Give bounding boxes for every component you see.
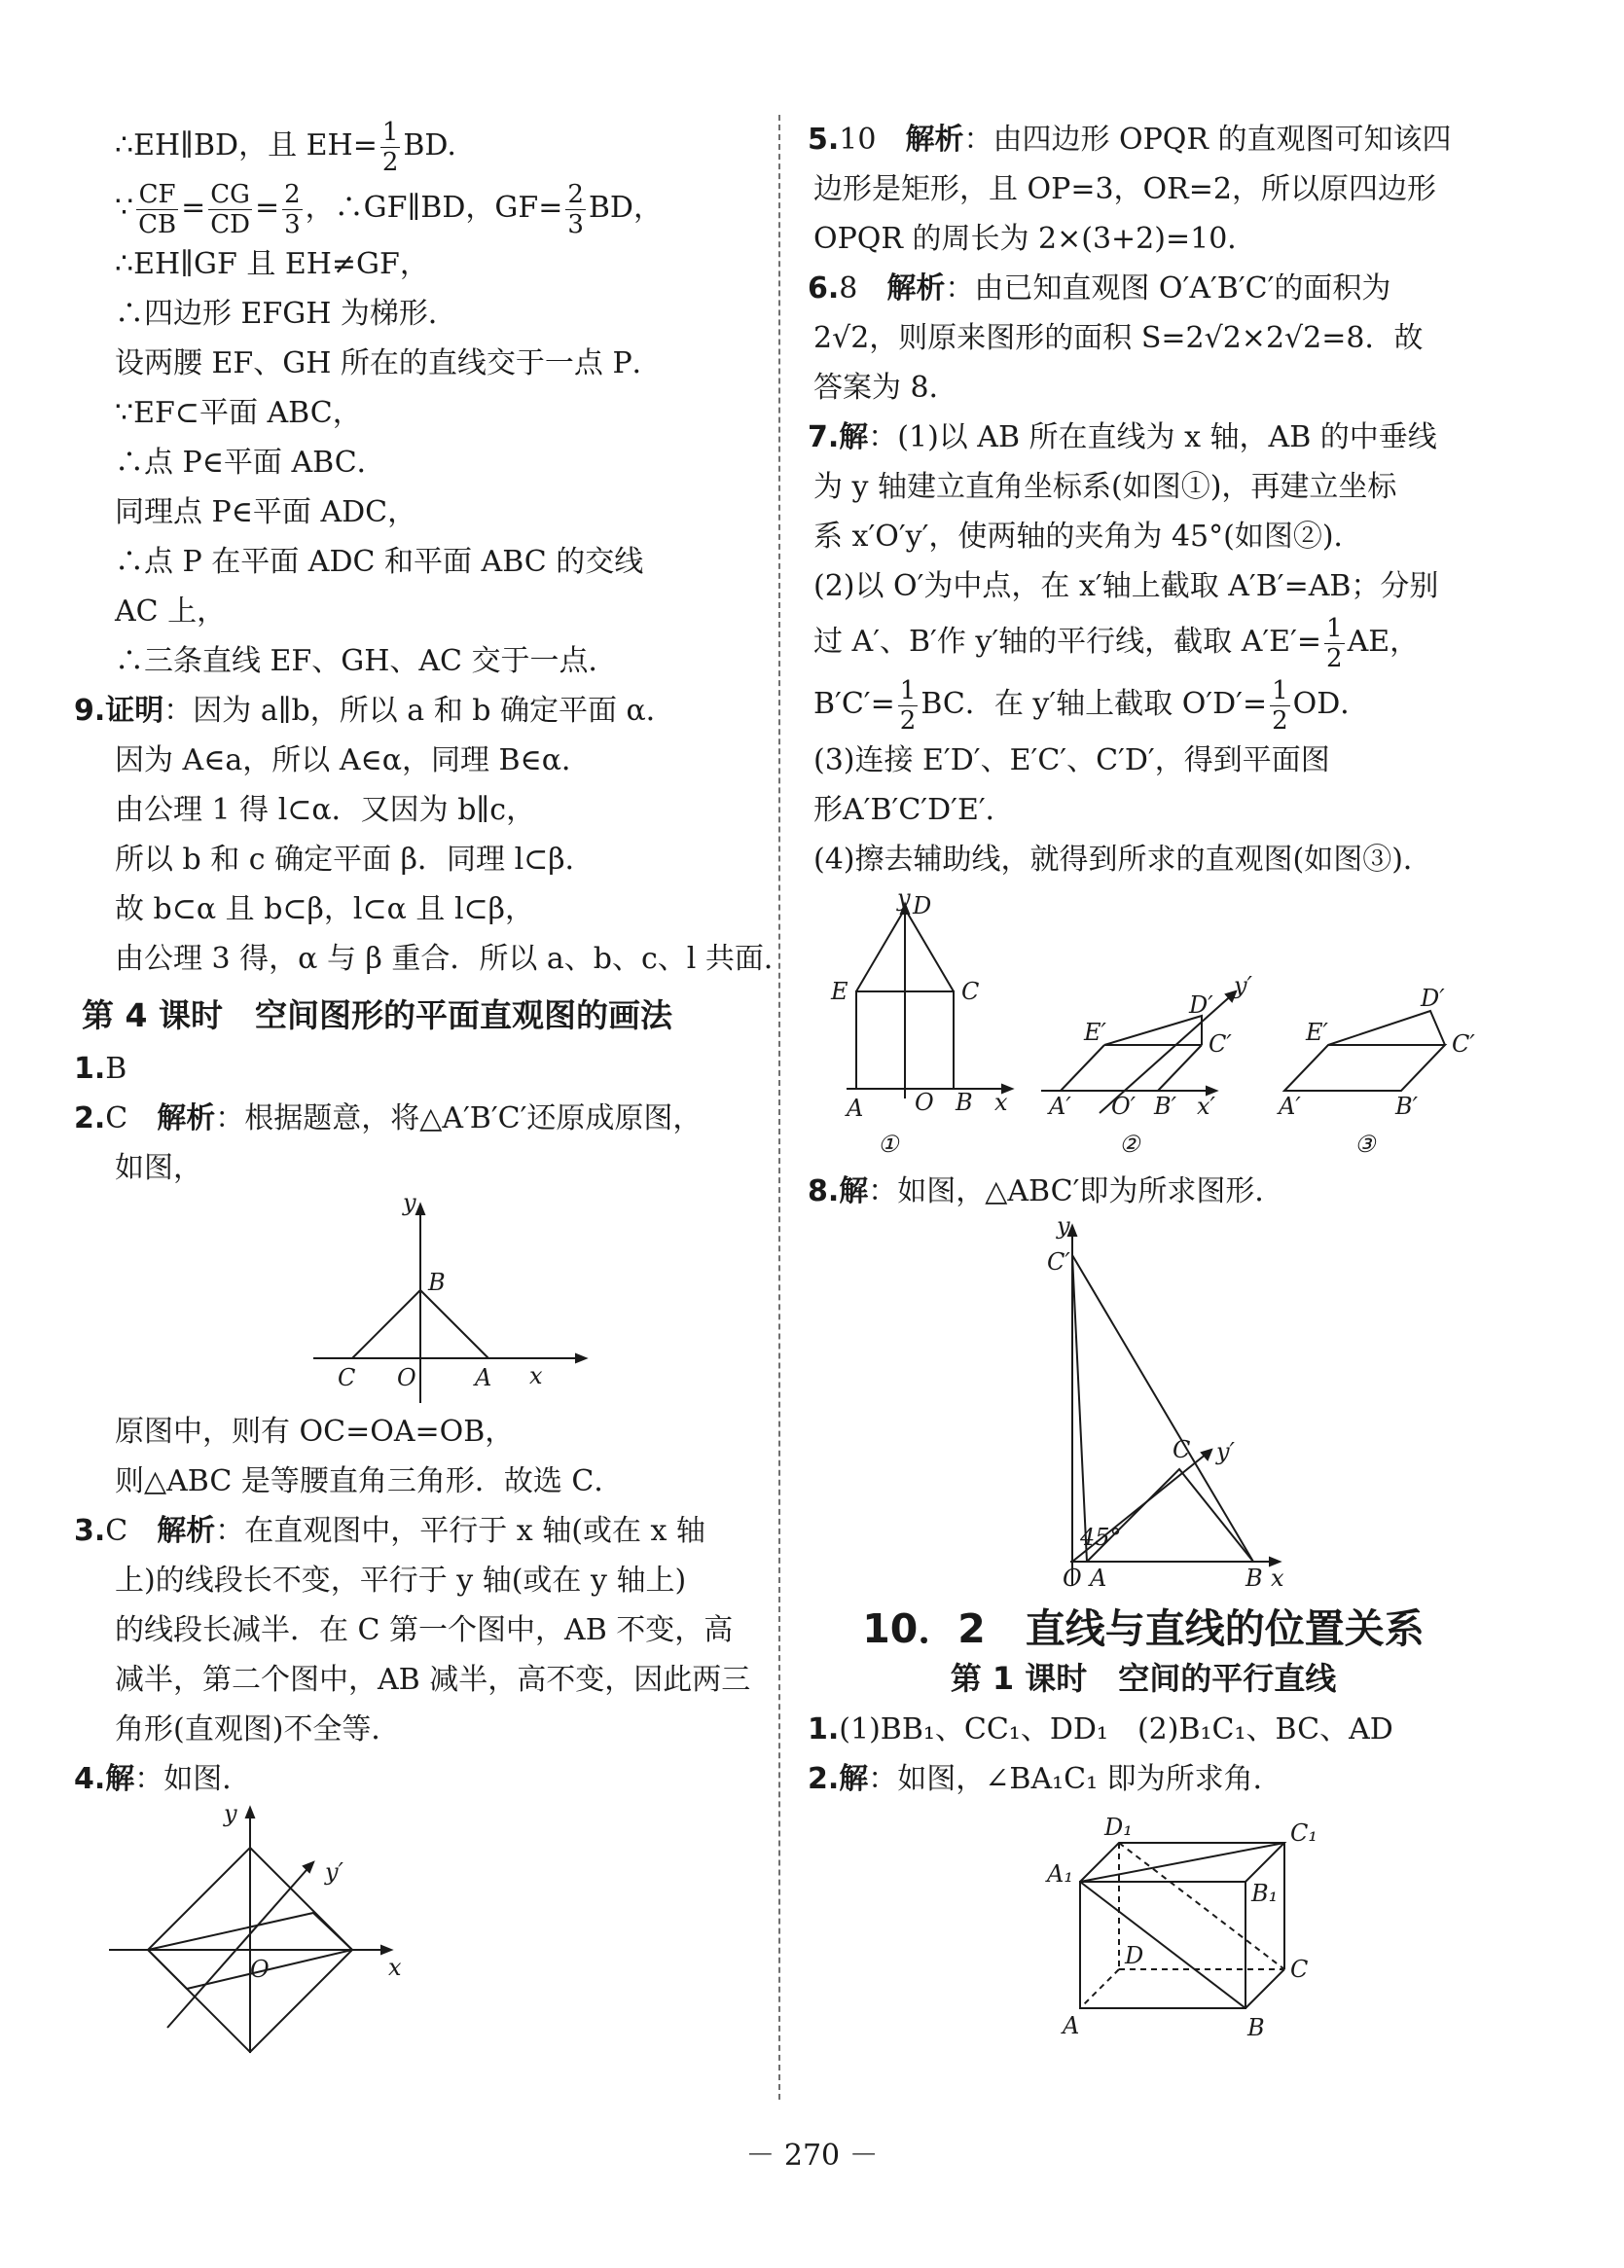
right-column [808, 115, 1479, 2047]
fraction: $\frac{CF}{CB}$ [138, 179, 177, 239]
point-label: A′ [1279, 1093, 1301, 1120]
figure-caption: ③ [1354, 1131, 1376, 1158]
axis-label-x: x [1271, 1565, 1284, 1592]
proof-line: 设两腰 EF、GH 所在的直线交于一点 P． [115, 346, 662, 380]
point-label: O [915, 1089, 934, 1116]
lesson-title: 第 1 课时 空间的平行直线 [950, 1660, 1337, 1697]
q4-line: 4.解：如图． [74, 1762, 252, 1796]
point-label: O [397, 1364, 416, 1391]
proof-line: ∴三条直线 EF、GH、AC 交于一点． [115, 644, 618, 678]
point-label: B′ [1154, 1093, 1177, 1120]
proof-line: ∴EH∥GF 且 EH≠GF， [115, 247, 429, 281]
point-label: D′ [1189, 991, 1213, 1019]
proof-line: ∴点 P 在平面 ADC 和平面 ABC 的交线 [115, 545, 644, 579]
proof-line: ∵ $\frac{CF}{CB}$ = $\frac{CG}{CD}$ = $\frac{2}{3}$ ，∴GF∥BD，GF= $\frac{2}{3}$ BD， [115, 179, 663, 239]
q3-line: 减半，第二个图中，AB 减半，高不变，因此两三 [115, 1663, 751, 1697]
s1-line: 1.(1)BB₁、CC₁、DD₁ (2)B₁C₁、BC、AD [808, 1712, 1393, 1746]
fraction: $\frac{2}{3}$ [284, 179, 301, 239]
axis-label-y-prime: y′ [1216, 1438, 1236, 1465]
page-number: － 270 － [745, 2139, 879, 2173]
point-label: A [1090, 1565, 1107, 1592]
q9-line: 所以 b 和 c 确定平面 β．同理 l⊂β． [115, 843, 595, 877]
q6-line: 答案为 8． [813, 371, 958, 405]
axis-label-y-prime: y′ [325, 1858, 344, 1886]
cube-figure [808, 1804, 1479, 2047]
q3-line: 角形(直观图)不全等． [115, 1712, 401, 1746]
fraction: $\frac{1}{2}$ [899, 675, 917, 736]
q2-line: 如图， [115, 1151, 202, 1185]
point-label: D′ [1421, 985, 1445, 1012]
point-label: D [1125, 1942, 1144, 1969]
q8-figure [808, 1216, 1479, 1596]
axis-label-x-prime: x′ [1197, 1093, 1215, 1120]
q9-line: 由公理 3 得，α 与 β 重合．所以 a、b、c、l 共面． [115, 942, 793, 976]
q7-line: 7.解：(1)以 AB 所在直线为 x 轴，AB 的中垂线 [808, 420, 1437, 454]
point-label: E′ [1084, 1019, 1106, 1046]
axis-label-y: y [224, 1804, 237, 1827]
point-label: B [428, 1269, 446, 1296]
q7-line: (2)以 O′为中点，在 x′轴上截取 A′B′=AB；分别 [813, 569, 1439, 603]
axis-label-y: y [403, 1193, 416, 1216]
proof-line: ∴点 P∈平面 ABC． [115, 446, 386, 480]
fraction: $\frac{1}{2}$ [1272, 675, 1288, 736]
proof-line: 同理点 P∈平面 ADC， [115, 495, 417, 529]
proof-line: ∴EH∥BD，且 EH= $\frac{1}{2}$ BD. [115, 117, 456, 177]
point-label: A [475, 1364, 492, 1391]
proof-line: ∵EF⊂平面 ABC， [115, 396, 362, 430]
q2-line: 2.C 解析：根据题意，将△A′B′C′还原成原图， [74, 1101, 703, 1135]
fraction: $\frac{2}{3}$ [567, 179, 584, 239]
point-label: E′ [1306, 1019, 1328, 1046]
point-label: O′ [1111, 1093, 1137, 1120]
left-column [74, 115, 793, 2057]
point-label: O [1063, 1565, 1082, 1592]
figure-caption: ① [878, 1131, 899, 1158]
q2-line: 则△ABC 是等腰直角三角形．故选 C． [115, 1464, 624, 1498]
point-label: C [961, 978, 980, 1005]
q2-line: 原图中，则有 OC=OA=OB， [115, 1415, 515, 1449]
q9-line: 因为 A∈a，所以 A∈α，同理 B∈α． [115, 743, 592, 777]
proof-line: AC 上， [115, 594, 227, 629]
q7-line: (3)连接 E′D′、E′C′、C′D′，得到平面图 [813, 743, 1330, 777]
q9-line: 9.证明：因为 a∥b，所以 a 和 b 确定平面 α． [74, 694, 675, 728]
fraction: $\frac{1}{2}$ [1326, 613, 1343, 673]
point-label: B [1247, 2014, 1265, 2041]
q9-line: 故 b⊂α 且 b⊂β，l⊂α 且 l⊂β， [115, 892, 535, 926]
q8-line: 8.解：如图，△ABC′即为所求图形． [808, 1174, 1284, 1208]
proof-line: ∴四边形 EFGH 为梯形． [115, 297, 457, 331]
q7-line: 过 A′、B′作 y′轴的平行线，截取 A′E′= $\frac{1}{2}$ AE， [813, 613, 1420, 673]
figure-caption: ② [1119, 1131, 1140, 1158]
point-label: A [1063, 2012, 1080, 2039]
point-label: B₁ [1251, 1880, 1279, 1907]
q7-line: (4)擦去辅助线，就得到所求的直观图(如图③)． [813, 843, 1432, 877]
fraction: $\frac{CG}{CD}$ [210, 179, 250, 239]
q7-line: 形A′B′C′D′E′． [813, 793, 1015, 827]
lesson-title: 第 4 课时 空间图形的平面直观图的画法 [82, 996, 672, 1034]
q5-line: 5.10 解析：由四边形 OPQR 的直观图可知该四 [808, 123, 1452, 157]
point-label: A₁ [1047, 1860, 1073, 1888]
axis-label-x: x [529, 1362, 543, 1389]
q3-line: 上)的线段长不变，平行于 y 轴(或在 y 轴上) [115, 1564, 687, 1598]
section-title: 10．2 直线与直线的位置关系 [862, 1605, 1425, 1652]
q9-line: 由公理 1 得 l⊂α．又因为 b∥c， [115, 793, 536, 827]
point-label: C [338, 1364, 356, 1391]
q2-figure [109, 1193, 732, 1407]
q5-line: 边形是矩形，且 OP=3，OR=2，所以原四边形 [813, 172, 1436, 206]
point-label: B [956, 1089, 973, 1116]
q7-line: B′C′= $\frac{1}{2}$ BC．在 y′轴上截取 O′D′= $\frac{1}{2}$ OD． [813, 675, 1370, 736]
point-label: C′ [1209, 1030, 1232, 1058]
axis-label-x: x [994, 1089, 1008, 1116]
s2-line: 2.解：如图，∠BA₁C₁ 即为所求角． [808, 1762, 1282, 1796]
axis-label-y-prime: y′ [1234, 972, 1253, 999]
q3-line: 的线段长减半．在 C 第一个图中，AB 不变，高 [115, 1613, 734, 1647]
point-label: D [913, 892, 932, 919]
q7-line: 系 x′O′y′，使两轴的夹角为 45°(如图②)． [813, 520, 1363, 554]
axis-label-x: x [388, 1954, 402, 1981]
point-label: C′ [1047, 1248, 1070, 1276]
point-label: A′ [1049, 1093, 1071, 1120]
point-label: C [1173, 1436, 1191, 1463]
point-label: C [1290, 1956, 1309, 1983]
point-label: C′ [1452, 1030, 1475, 1058]
point-label: O [250, 1956, 270, 1983]
q7-line: 为 y 轴建立直角坐标系(如图①)，再建立坐标 [813, 470, 1397, 504]
q5-line: OPQR 的周长为 2×(3+2)=10． [813, 222, 1257, 256]
q6-line: 2√2，则原来图形的面积 S=2√2×2√2=8．故 [813, 321, 1424, 355]
point-label: B [1245, 1565, 1263, 1592]
column-divider [778, 115, 780, 2100]
q6-line: 6.8 解析：由已知直观图 O′A′B′C′的面积为 [808, 271, 1391, 306]
angle-label: 45° [1080, 1524, 1122, 1551]
point-label: B′ [1395, 1093, 1419, 1120]
axis-label-y: y [897, 884, 911, 912]
point-label: E [831, 978, 848, 1005]
axis-label-y: y [1057, 1216, 1070, 1240]
q3-line: 3.C 解析：在直观图中，平行于 x 轴(或在 x 轴 [74, 1514, 705, 1548]
q1-line: 1.B [74, 1052, 127, 1086]
q7-figures [808, 884, 1479, 1167]
point-label: D₁ [1104, 1814, 1133, 1841]
fraction: $\frac{1}{2}$ [381, 117, 399, 177]
q4-figure [109, 1804, 732, 2057]
point-label: C₁ [1290, 1819, 1317, 1847]
point-label: A [847, 1095, 864, 1122]
